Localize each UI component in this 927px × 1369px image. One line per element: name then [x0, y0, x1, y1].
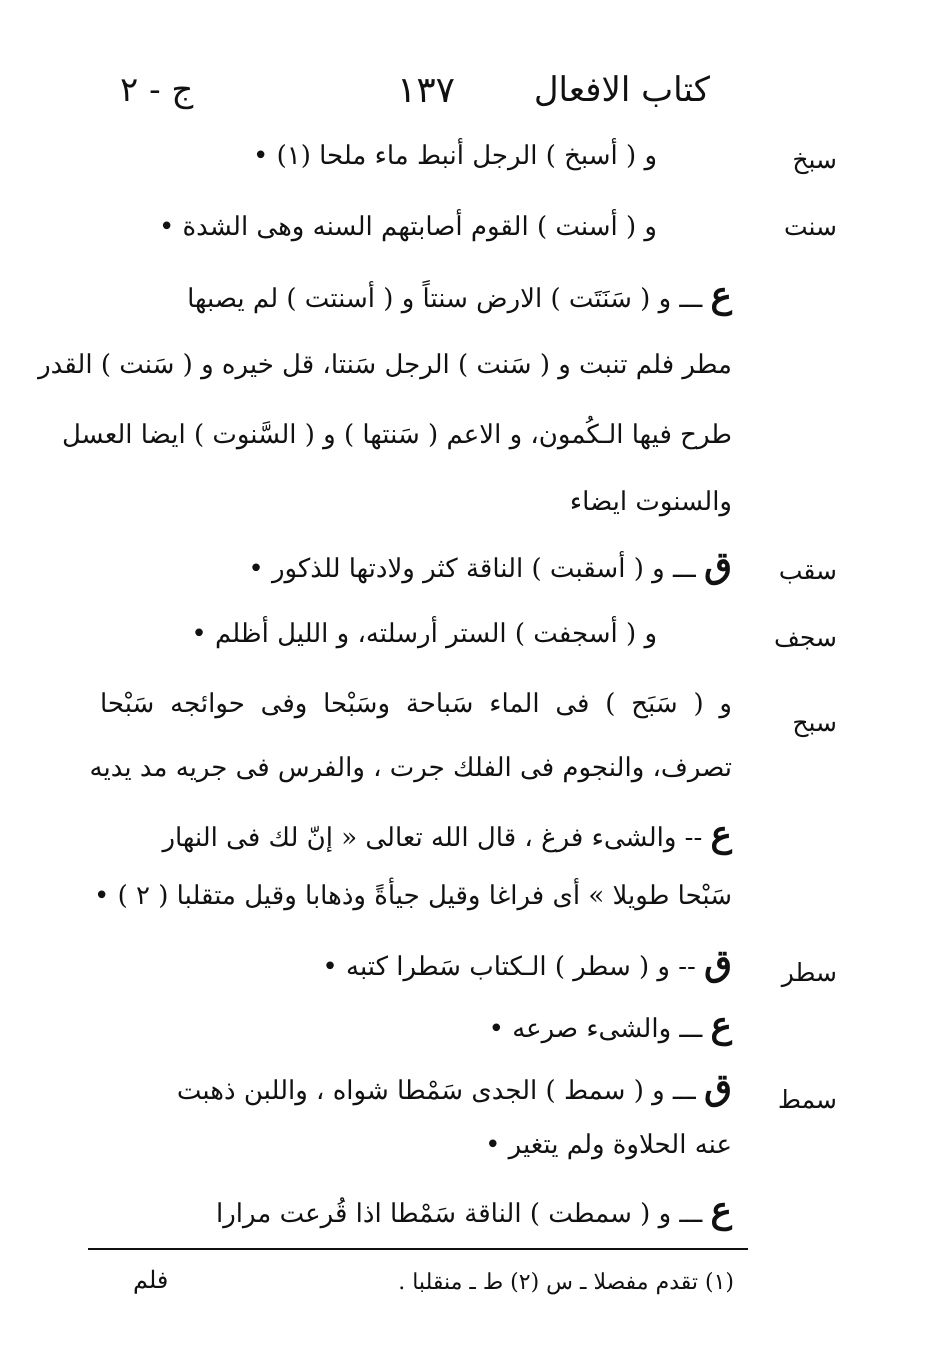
- footnote: (١) تقدم مفصلا ـ س (٢) ط ـ منقلبا .: [398, 1270, 734, 1295]
- running-title: كتاب الافعال: [533, 70, 710, 110]
- text-line: مطر فلم تنبت و ( سَنت ) الرجل سَنتا، قل خيره و ( سَنت ) القدر: [38, 350, 732, 380]
- text-line: و ( سَبَح ) فى الماء سَباحة وسَبْحا وفى حوائجه سَبْحا: [100, 689, 732, 719]
- root-word: سبح: [792, 708, 837, 737]
- text-line: [100, 545, 732, 589]
- text-line: تصرف، والنجوم فى الفلك جرت ، والفرس فى جريه مد يديه: [89, 753, 732, 783]
- text-line: و ( أسجفت ) الستر أرسلته، و الليل أظلم •: [191, 619, 657, 649]
- text-span: ـــ و ( سَنَتَت ) الارض سنتاً و ( أسنتت ) لم يصبها: [187, 284, 703, 314]
- text-span: ـــ و ( أسقبت ) الناقة كثر ولادتها للذكور •: [248, 554, 696, 584]
- root-word: سبخ: [792, 145, 837, 174]
- text-line: و ( أسنت ) القوم أصابتهم السنه وهى الشدة •: [158, 212, 657, 242]
- text-span: ـــ والشىء صرعه •: [488, 1014, 703, 1044]
- source-mark: ع: [710, 1004, 732, 1046]
- root-word: سقب: [778, 556, 837, 585]
- text-line: و ( أسبخ ) الرجل أنبط ماء ملحا (١) •: [252, 141, 657, 171]
- text-line: [100, 1067, 732, 1111]
- text-span: -- والشىء فرغ ، قال الله تعالى « إنّ لك فى النهار: [162, 823, 703, 853]
- text-line: [100, 1005, 732, 1049]
- volume-label: ج - ٢: [120, 70, 194, 110]
- source-mark: ع: [710, 1189, 732, 1231]
- root-word: سنت: [783, 212, 837, 241]
- text-line: [100, 943, 732, 987]
- source-mark: ق: [704, 942, 732, 984]
- text-span: ـــ و ( سمطت ) الناقة سَمْطا اذا قُرعت مرارا: [216, 1199, 703, 1229]
- page-header: [120, 70, 710, 120]
- text-line: سَبْحا طويلا » أى فراغا وقيل جيأةً وذهابا وقيل متقلبا ( ٢ ) •: [94, 881, 732, 911]
- source-mark: ق: [704, 544, 732, 586]
- footnote-divider: [88, 1248, 748, 1250]
- root-word: سجف: [774, 623, 837, 652]
- page-number: ١٣٧: [396, 70, 455, 111]
- text-line: والسنوت ايضاء: [569, 487, 732, 517]
- root-word: سطر: [781, 958, 837, 987]
- source-mark: ع: [710, 813, 732, 855]
- root-word: سمط: [777, 1085, 837, 1114]
- text-line: عنه الحلاوة ولم يتغير •: [485, 1130, 732, 1160]
- source-mark: ق: [704, 1066, 732, 1108]
- text-span: -- و ( سطر ) الـكتاب سَطرا كتبه •: [322, 952, 696, 982]
- text-line: [100, 1190, 732, 1234]
- text-line: طرح فيها الـكُمون، و الاعم ( سَنتها ) و ( السَّنوت ) ايضا العسل: [61, 420, 732, 450]
- source-mark: ع: [710, 274, 732, 316]
- text-span: ـــ و ( سمط ) الجدى سَمْطا شواه ، واللبن ذهبت: [176, 1076, 696, 1106]
- text-line: [100, 275, 732, 319]
- text-line: [100, 814, 732, 858]
- catchword: فلم: [133, 1266, 169, 1294]
